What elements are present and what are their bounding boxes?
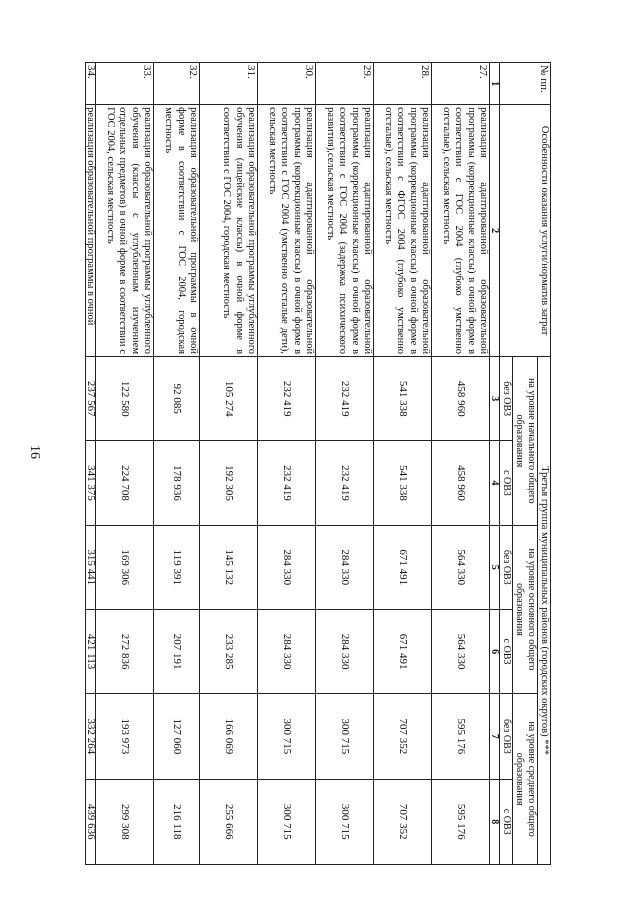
column-index: 4 [490, 441, 500, 525]
row-number: 32. [154, 63, 200, 105]
column-index: 5 [490, 525, 500, 609]
row-number: 28. [374, 63, 432, 105]
row-value: 284 330 [316, 525, 374, 609]
page-number: 16 [27, 445, 42, 459]
row-value: 284 330 [258, 609, 316, 693]
row-value: 127 060 [154, 694, 200, 779]
row-value: 105 274 [200, 357, 258, 441]
header-sub-without: без ОВЗ [500, 357, 513, 441]
row-number: 34. [86, 63, 96, 105]
row-value: 237 567 [86, 357, 96, 441]
row-value: 707 352 [374, 694, 432, 779]
row-value: 315 441 [86, 525, 96, 609]
row-number: 30. [258, 63, 316, 105]
table-container [85, 62, 551, 865]
header-sub-with: с ОВЗ [500, 441, 513, 525]
row-value: 193 973 [96, 694, 154, 779]
row-value: 224 708 [96, 441, 154, 525]
row-value: 595 176 [432, 779, 490, 864]
row-value: 272 836 [96, 609, 154, 693]
row-description: реализация адаптированной образовательной программы (коррекционные классы) в очной форме в соответствии с ГОС 2004 (глубоко умственно отсталые), сельская местность [432, 105, 490, 357]
row-value: 671 491 [374, 609, 432, 693]
row-value: 233 285 [200, 609, 258, 693]
cost-norm-table [85, 62, 551, 865]
row-value: 232 419 [258, 357, 316, 441]
table-row [258, 63, 316, 865]
row-value: 232 419 [316, 357, 374, 441]
row-value: 439 636 [86, 779, 96, 864]
table-row [432, 63, 490, 865]
row-value: 192 305 [200, 441, 258, 525]
row-value: 300 715 [316, 779, 374, 864]
row-value: 300 715 [316, 694, 374, 779]
row-value: 216 118 [154, 779, 200, 864]
header-group: Третья группа муниципальных районов (городских округов) *** [537, 357, 550, 865]
row-value: 458 960 [432, 357, 490, 441]
column-index: 3 [490, 357, 500, 441]
row-value: 332 264 [86, 694, 96, 779]
row-description: реализация образовательной программы углубленного обучения (лицейские классы) в очной форме в соответствии с ГОС 2004, городская местность [200, 105, 258, 357]
header-sub-with: с ОВЗ [500, 609, 513, 693]
row-value: 458 960 [432, 441, 490, 525]
table-row [316, 63, 374, 865]
row-value: 541 338 [374, 441, 432, 525]
table-row [86, 63, 96, 865]
row-value: 284 330 [258, 525, 316, 609]
row-value: 284 330 [316, 609, 374, 693]
header-sub-with: с ОВЗ [500, 779, 513, 864]
header-num: № пп. [500, 63, 551, 105]
row-number: 31. [200, 63, 258, 105]
row-description: реализация адаптированной образовательной программы (коррекционные классы) в очной форме в соответствии с ФГОС 2004 (глубоко умственно отсталые), сельская местность [374, 105, 432, 357]
header-description: Особенности оказания услуги/норматив затрат [500, 105, 551, 357]
row-number: 33. [96, 63, 154, 105]
row-value: 207 191 [154, 609, 200, 693]
row-value: 166 069 [200, 694, 258, 779]
row-value: 421 113 [86, 609, 96, 693]
header-level-secondary: на уровне среднего общего образования [513, 694, 538, 865]
row-value: 707 352 [374, 779, 432, 864]
rotated-table-frame [85, 62, 551, 865]
row-value: 299 308 [96, 779, 154, 864]
row-description: реализация адаптированной образовательной программы (коррекционные классы) в очной форме в соответствии с ГОС 2004 (умственно отсталые дети), сельская местность [258, 105, 316, 357]
header-level-basic: на уровне основного общего образования [513, 525, 538, 694]
row-value: 145 132 [200, 525, 258, 609]
table-row [154, 63, 200, 865]
header-sub-without: без ОВЗ [500, 525, 513, 609]
row-value: 595 176 [432, 694, 490, 779]
row-value: 541 338 [374, 357, 432, 441]
table-row [96, 63, 154, 865]
row-value: 169 306 [96, 525, 154, 609]
row-value: 564 330 [432, 525, 490, 609]
header-level-primary: на уровне начального общего образования [513, 357, 538, 526]
row-value: 92 085 [154, 357, 200, 441]
column-index: 1 [490, 63, 500, 105]
row-number: 27. [432, 63, 490, 105]
column-index: 8 [490, 779, 500, 864]
row-value: 122 580 [96, 357, 154, 441]
row-value: 300 715 [258, 779, 316, 864]
column-index: 2 [490, 105, 500, 357]
row-description: реализация образовательной программы в очной [86, 105, 96, 357]
table-row [374, 63, 432, 865]
row-value: 341 375 [86, 441, 96, 525]
row-value: 564 330 [432, 609, 490, 693]
row-description: реализация адаптированной образовательной программы (коррекционные классы) в очной форме в соответствии с ГОС 2004 (задержка психического развития),сельская местность [316, 105, 374, 357]
row-value: 671 491 [374, 525, 432, 609]
row-description: реализация образовательной программы углубленного обучения (классы с углубленным изучением отдельных предметов) в очной форме в соответствии с ГОС 2004, сельская местность [96, 105, 154, 357]
row-value: 232 419 [316, 441, 374, 525]
row-value: 178 936 [154, 441, 200, 525]
row-number: 29. [316, 63, 374, 105]
row-description: реализация образовательной программы в очной форме в соответствии с ГОС 2004, городская местность [154, 105, 200, 357]
row-value: 255 666 [200, 779, 258, 864]
table-row [200, 63, 258, 865]
column-index: 6 [490, 609, 500, 693]
row-value: 232 419 [258, 441, 316, 525]
row-value: 300 715 [258, 694, 316, 779]
row-value: 119 391 [154, 525, 200, 609]
column-index: 7 [490, 694, 500, 779]
header-sub-without: без ОВЗ [500, 694, 513, 779]
